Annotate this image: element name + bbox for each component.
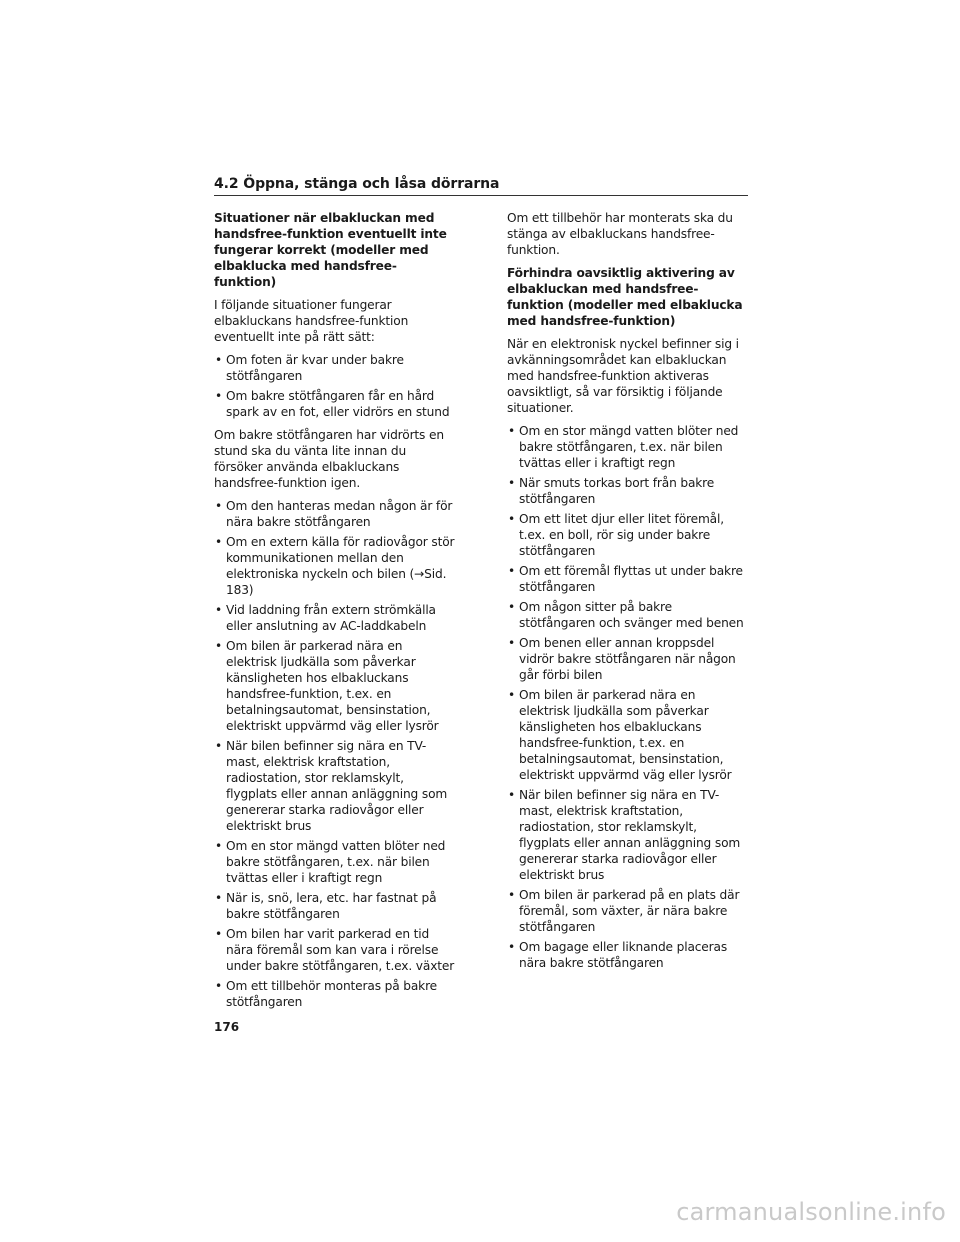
list-item: • Om en stor mängd vatten blöter ned bakre stötfångaren, t.ex. när bilen tvättas eller i kraftigt regn — [214, 838, 456, 886]
list-item: • Om ett litet djur eller litet föremål, t.ex. en boll, rör sig under bakre stötfångaren — [507, 511, 749, 559]
bullet-list-conditions — [214, 498, 456, 1010]
accessory-paragraph: Om ett tillbehör har monterats ska du stänga av elbakluckans handsfree-funktion. — [507, 211, 733, 257]
list-item: • Om foten är kvar under bakre stötfångaren — [214, 352, 456, 384]
note-paragraph: Om bakre stötfångaren har vidrörts en stund ska du vänta lite innan du försöker använda elbakluckans handsfree-funktion igen. — [214, 428, 444, 490]
list-item: • Om bakre stötfångaren får en hård spark av en fot, eller vidrörs en stund — [214, 388, 456, 420]
list-item: • Om en stor mängd vatten blöter ned bakre stötfångaren, t.ex. när bilen tvättas eller i kraftigt regn — [507, 423, 749, 471]
list-item: • Om ett tillbehör monteras på bakre stötfångaren — [214, 978, 456, 1010]
list-item: • Om benen eller annan kroppsdel vidrör bakre stötfångaren när någon går förbi bilen — [507, 635, 749, 683]
list-item: • När bilen befinner sig nära en TV-mast, elektrisk kraftstation, radiostation, stor reklamskylt, flygplats eller annan anläggning som genererar starka radiovågor eller elektriskt brus — [214, 738, 456, 834]
section-header: 4.2 Öppna, stänga och låsa dörrarna — [214, 176, 748, 196]
list-item: • När is, snö, lera, etc. har fastnat på bakre stötfångaren — [214, 890, 456, 922]
list-item: • Om ett föremål flyttas ut under bakre stötfångaren — [507, 563, 749, 595]
section-heading-situations: Situationer när elbakluckan med handsfree-funktion eventuellt inte fungerar korrekt (modeller med elbaklucka med handsfree-funktion) — [214, 211, 447, 289]
list-item: • Om någon sitter på bakre stötfångaren och svänger med benen — [507, 599, 749, 631]
intro-paragraph: I följande situationer fungerar elbakluckans handsfree-funktion eventuellt inte på rätt sätt: — [214, 298, 409, 344]
list-item: • Vid laddning från extern strömkälla eller anslutning av AC-laddkabeln — [214, 602, 456, 634]
list-item: • När bilen befinner sig nära en TV-mast, elektrisk kraftstation, radiostation, stor reklamskylt, flygplats eller annan anläggning som genererar starka radiovågor eller elektriskt brus — [507, 787, 749, 883]
watermark: carmanualsonline.info — [676, 1198, 946, 1226]
list-item: • Om bilen har varit parkerad en tid nära föremål som kan vara i rörelse under bakre stötfångaren, t.ex. växter — [214, 926, 456, 974]
section-heading-prevent: Förhindra oavsiktlig aktivering av elbakluckan med handsfree-funktion (modeller med elbaklucka med handsfree-funktion) — [507, 266, 743, 328]
list-item: • Om en extern källa för radiovågor stör kommunikationen mellan den elektroniska nyckeln och bilen (→Sid. 183) — [214, 534, 456, 598]
prevent-paragraph: När en elektronisk nyckel befinner sig i avkänningsområdet kan elbakluckan med handsfree-funktion aktiveras oavsiktligt, så var försiktig i följande situationer. — [507, 337, 739, 415]
page-number: 176 — [214, 1020, 240, 1034]
list-item: • Om bilen är parkerad nära en elektrisk ljudkälla som påverkar känsligheten hos elbakluckans handsfree-funktion, t.ex. en betalningsautomat, bensinstation, elektriskt uppvärmd väg eller lysrör — [507, 687, 749, 783]
left-column — [214, 210, 456, 1017]
list-item: • Om bagage eller liknande placeras nära bakre stötfångaren — [507, 939, 749, 971]
bullet-list-caution — [507, 423, 749, 971]
right-column — [507, 210, 749, 978]
bullet-list-usage — [214, 352, 456, 420]
list-item: • Om bilen är parkerad på en plats där föremål, som växter, är nära bakre stötfångaren — [507, 887, 749, 935]
list-item: • När smuts torkas bort från bakre stötfångaren — [507, 475, 749, 507]
list-item: • Om den hanteras medan någon är för nära bakre stötfångaren — [214, 498, 456, 530]
list-item: • Om bilen är parkerad nära en elektrisk ljudkälla som påverkar känsligheten hos elbakluckans handsfree-funktion, t.ex. en betalningsautomat, bensinstation, elektriskt uppvärmd väg eller lysrör — [214, 638, 456, 734]
